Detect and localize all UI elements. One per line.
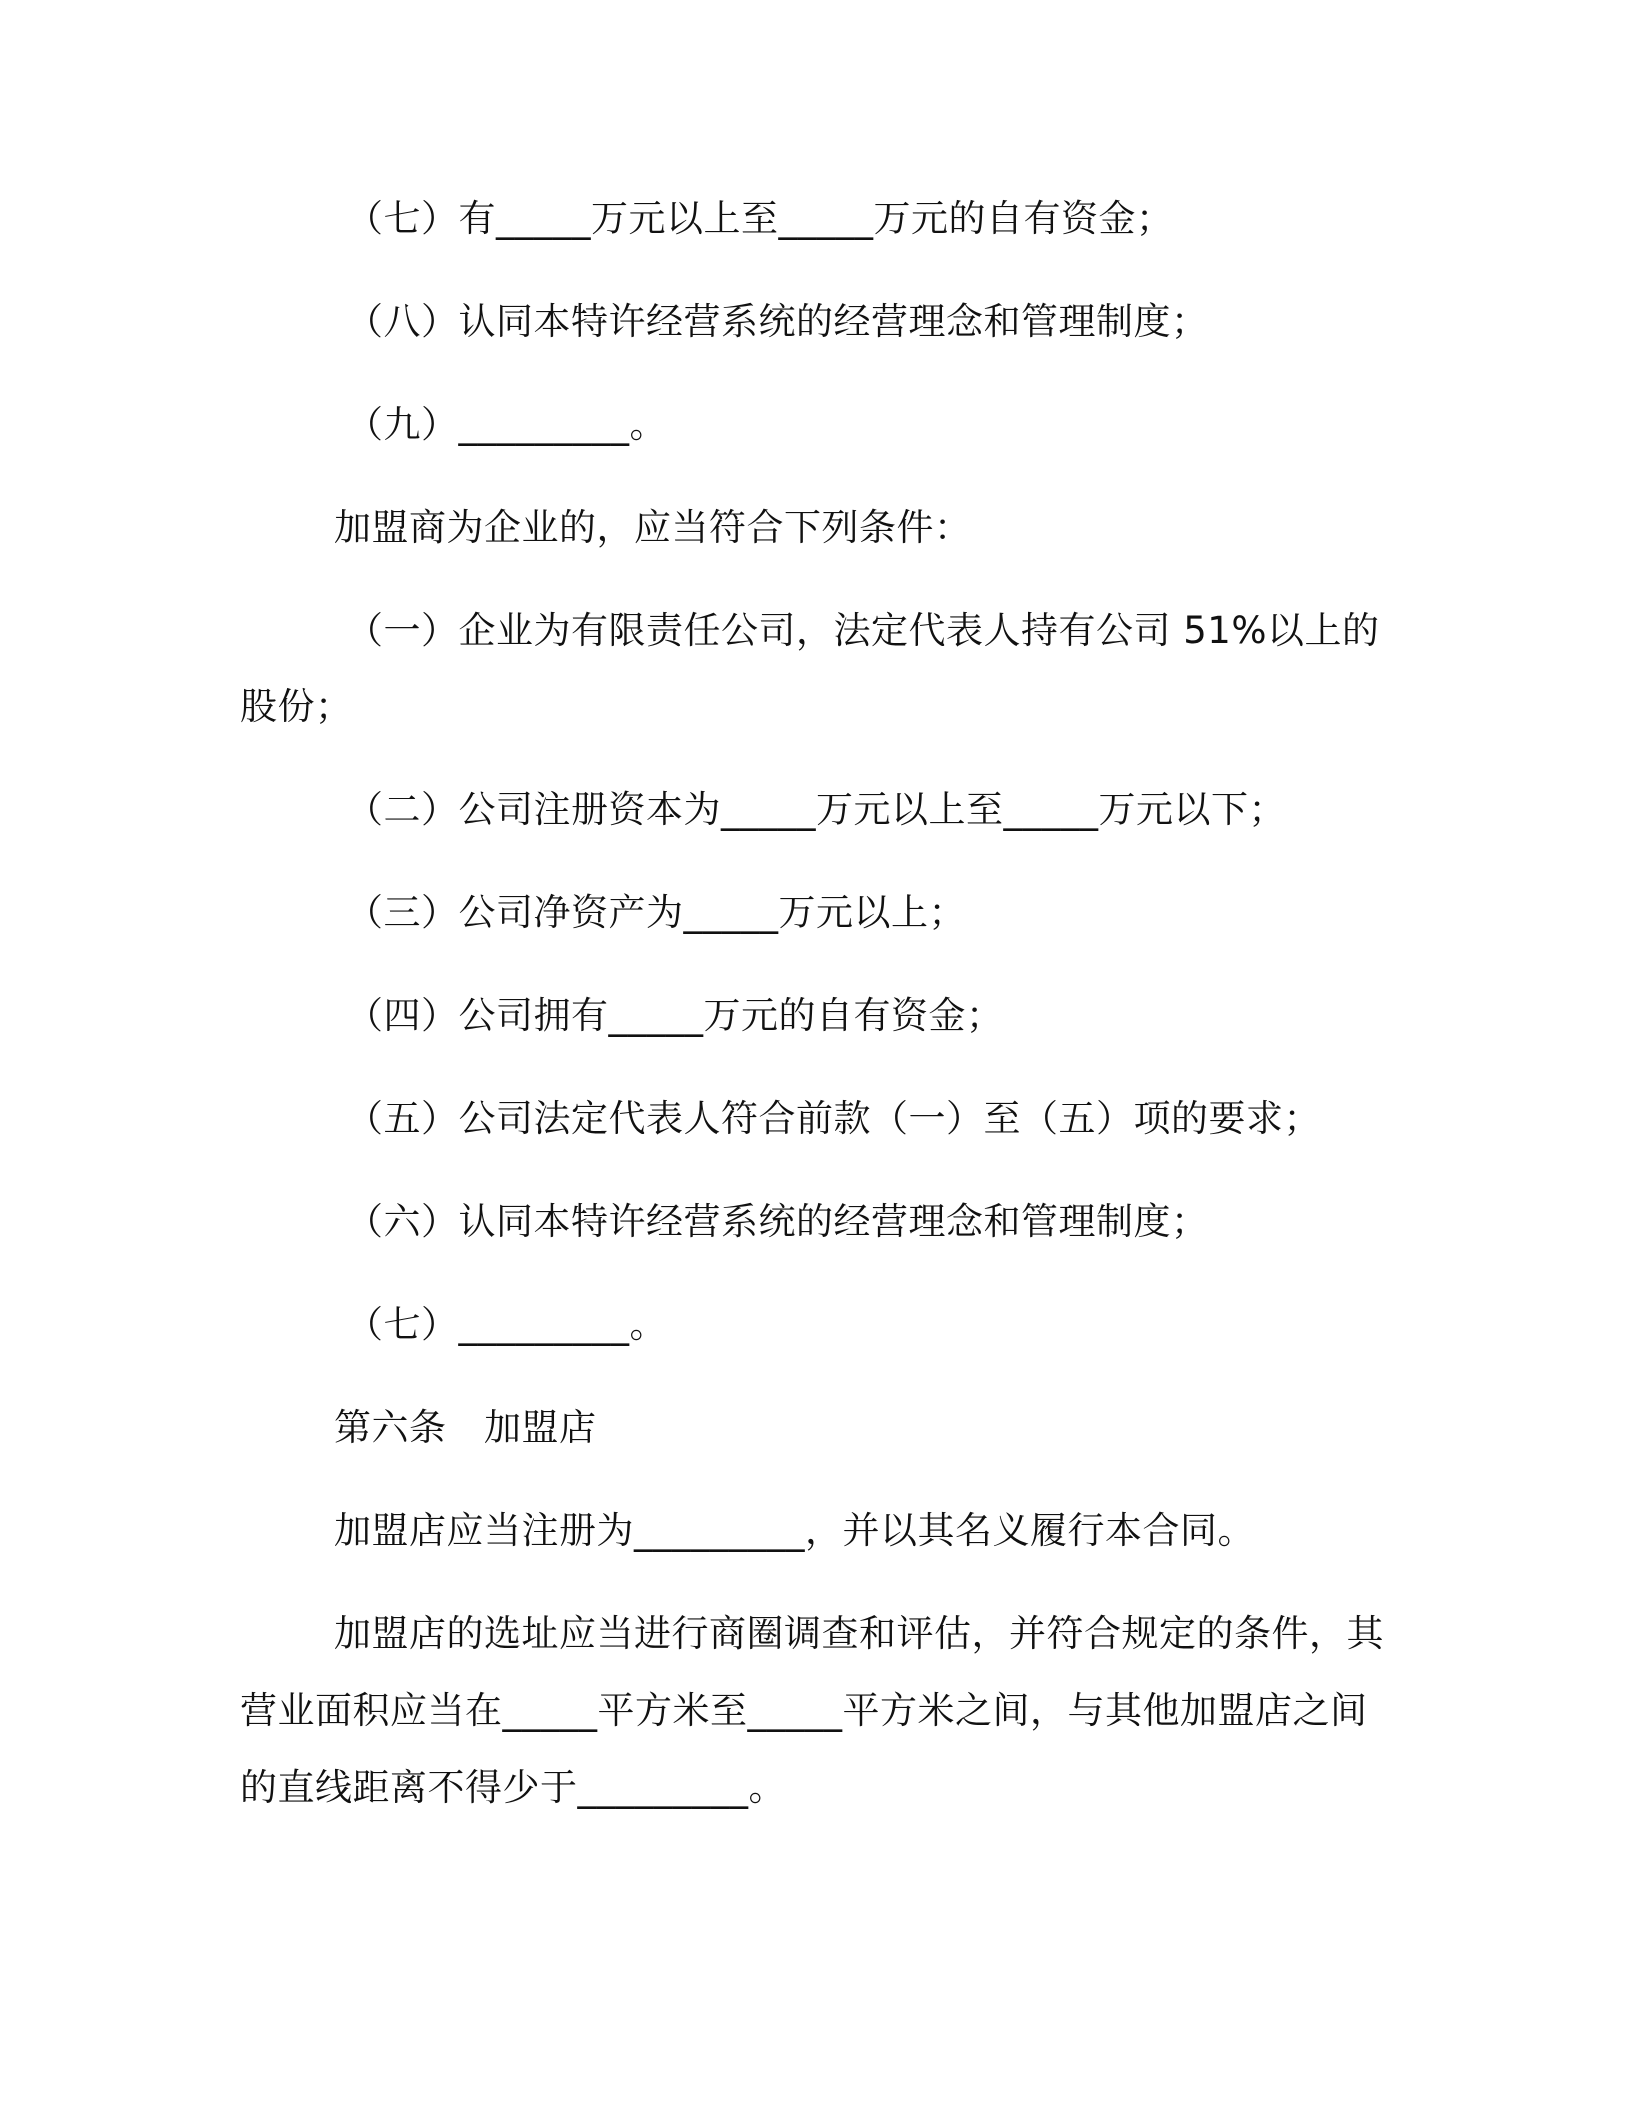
- article-6-para-1: 加盟店应当注册为_________，并以其名义履行本合同。: [334, 1509, 1255, 1552]
- clause-7-own-funds: （七）有_____万元以上至_____万元的自有资金；: [346, 197, 1174, 240]
- article-6-para-2-line-1: 加盟店的选址应当进行商圈调查和评估，并符合规定的条件，其: [334, 1612, 1384, 1655]
- article-6-para-2-line-3: 的直线距离不得少于_________。: [240, 1766, 786, 1809]
- enterprise-clause-3: （三）公司净资产为_____万元以上；: [346, 891, 966, 934]
- enterprise-conditions-intro: 加盟商为企业的，应当符合下列条件：: [334, 506, 972, 549]
- enterprise-clause-1: （一）企业为有限责任公司，法定代表人持有公司 51%以上的: [346, 609, 1380, 652]
- article-6-heading: 第六条 加盟店: [334, 1406, 597, 1449]
- clause-8-accept-system: （八）认同本特许经营系统的经营理念和管理制度；: [346, 300, 1209, 343]
- article-6-para-2-line-2: 营业面积应当在_____平方米至_____平方米之间，与其他加盟店之间: [240, 1689, 1368, 1732]
- enterprise-clause-6: （六）认同本特许经营系统的经营理念和管理制度；: [346, 1200, 1209, 1243]
- enterprise-clause-5: （五）公司法定代表人符合前款（一）至（五）项的要求；: [346, 1097, 1321, 1140]
- enterprise-clause-4: （四）公司拥有_____万元的自有资金；: [346, 994, 1004, 1037]
- enterprise-clause-7: （七）_________。: [346, 1303, 667, 1346]
- clause-9-blank: （九）_________。: [346, 403, 667, 446]
- enterprise-clause-1-cont: 股份；: [240, 685, 353, 728]
- enterprise-clause-2: （二）公司注册资本为_____万元以上至_____万元以下；: [346, 788, 1286, 831]
